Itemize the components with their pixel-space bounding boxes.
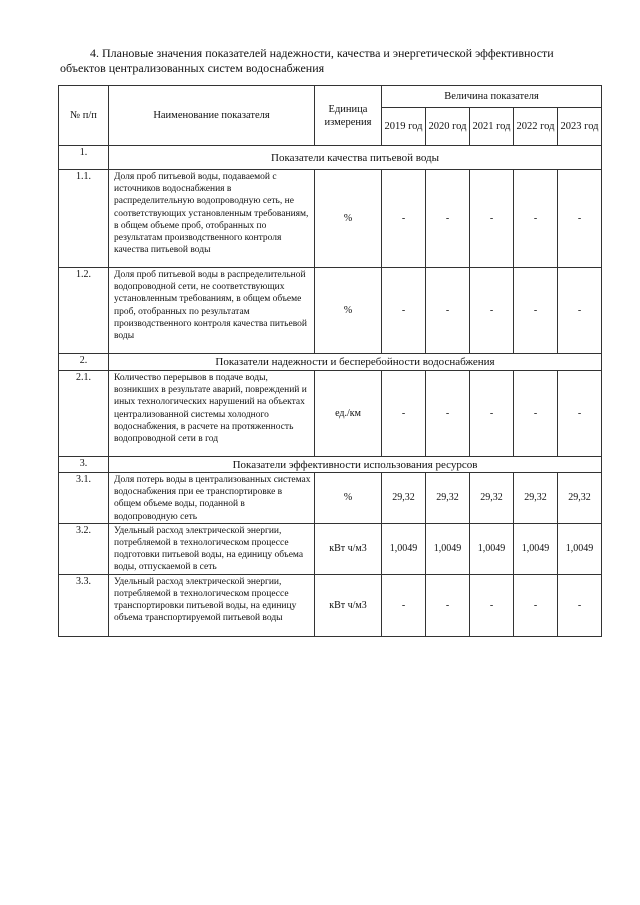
heading-line-1: 4. Плановые значения показателей надежности, качества и энергетической эффективности [90, 46, 554, 60]
section-title: Показатели эффективности использования ресурсов [109, 457, 602, 473]
table-row [59, 574, 602, 636]
row-name: Удельный расход электрической энергии, потребляемой в технологическом процессе подготовки питьевой воды, на единицу объема воды, отпускаемой в сеть [109, 523, 315, 574]
row-value: 1,0049 [470, 523, 514, 574]
row-value: - [426, 170, 470, 268]
row-value: - [558, 170, 602, 268]
row-unit: ед./км [315, 371, 382, 457]
header-year-2023: 2023 год [558, 108, 602, 146]
section-num: 3. [59, 457, 109, 473]
row-value: - [558, 268, 602, 354]
header-year-2021: 2021 год [470, 108, 514, 146]
section-title: Показатели надежности и бесперебойности водоснабжения [109, 354, 602, 371]
row-value: - [514, 170, 558, 268]
table-row [59, 371, 602, 457]
row-value: 29,32 [382, 473, 426, 524]
row-num: 1.2. [59, 268, 109, 354]
row-unit: % [315, 268, 382, 354]
table-row [59, 268, 602, 354]
row-value: - [382, 268, 426, 354]
row-num: 2.1. [59, 371, 109, 457]
row-name: Удельный расход электрической энергии, потребляемой в технологическом процессе транспортировки питьевой воды, на единицу объема транспортируемой питьевой воды [109, 574, 315, 636]
row-value: - [558, 371, 602, 457]
row-value: - [470, 371, 514, 457]
row-value: - [514, 574, 558, 636]
header-unit: Единица измерения [315, 86, 382, 146]
table-row [59, 523, 602, 574]
row-value: - [514, 268, 558, 354]
section-title: Показатели качества питьевой воды [109, 146, 602, 170]
row-num: 3.1. [59, 473, 109, 524]
header-value-group: Величина показателя [382, 86, 602, 108]
row-value: - [382, 170, 426, 268]
row-unit: кВт ч/м3 [315, 523, 382, 574]
row-num: 3.3. [59, 574, 109, 636]
row-unit: % [315, 473, 382, 524]
row-num: 3.2. [59, 523, 109, 574]
row-name: Доля проб питьевой воды, подаваемой с источников водоснабжения в распределительную водопроводную сеть, не соответствующих установленным требованиям, в общем объеме проб, отобранных по результатам производственного контроля качества питьевой воды [109, 170, 315, 268]
row-value: - [558, 574, 602, 636]
row-value: 29,32 [426, 473, 470, 524]
row-value: 1,0049 [558, 523, 602, 574]
row-value: - [426, 268, 470, 354]
row-name: Доля проб питьевой воды в распределительной водопроводной сети, не соответствующих установленным требованиям, в общем объеме проб, отобранных по результатам производственного контроля качества питьевой воды [109, 268, 315, 354]
table-row [59, 473, 602, 524]
row-value: 1,0049 [382, 523, 426, 574]
row-value: - [470, 574, 514, 636]
table-row [59, 170, 602, 268]
header-year-2020: 2020 год [426, 108, 470, 146]
heading-line-2: объектов централизованных систем водоснабжения [60, 61, 325, 75]
row-num: 1.1. [59, 170, 109, 268]
document-heading [60, 46, 600, 76]
header-name: Наименование показателя [109, 86, 315, 146]
section-num: 1. [59, 146, 109, 170]
row-name: Доля потерь воды в централизованных системах водоснабжения при ее транспортировке в общем объеме воды, поданной в водопроводную сеть [109, 473, 315, 524]
row-value: - [382, 371, 426, 457]
section-num: 2. [59, 354, 109, 371]
row-unit: кВт ч/м3 [315, 574, 382, 636]
row-value: - [470, 170, 514, 268]
header-year-2019: 2019 год [382, 108, 426, 146]
row-value: 1,0049 [426, 523, 470, 574]
section-row [59, 457, 602, 473]
row-value: 29,32 [558, 473, 602, 524]
header-year-2022: 2022 год [514, 108, 558, 146]
indicators-table [58, 85, 602, 637]
row-value: 29,32 [514, 473, 558, 524]
section-row [59, 354, 602, 371]
row-value: 29,32 [470, 473, 514, 524]
row-unit: % [315, 170, 382, 268]
row-value: - [382, 574, 426, 636]
row-value: - [514, 371, 558, 457]
header-num: № п/п [59, 86, 109, 146]
row-value: 1,0049 [514, 523, 558, 574]
row-value: - [470, 268, 514, 354]
row-value: - [426, 574, 470, 636]
section-row [59, 146, 602, 170]
row-name: Количество перерывов в подаче воды, возникших в результате аварий, повреждений и иных технологических нарушений на объектах централизованной системы холодного водоснабжения, в расчете на протяженность водопроводной сети в год [109, 371, 315, 457]
row-value: - [426, 371, 470, 457]
